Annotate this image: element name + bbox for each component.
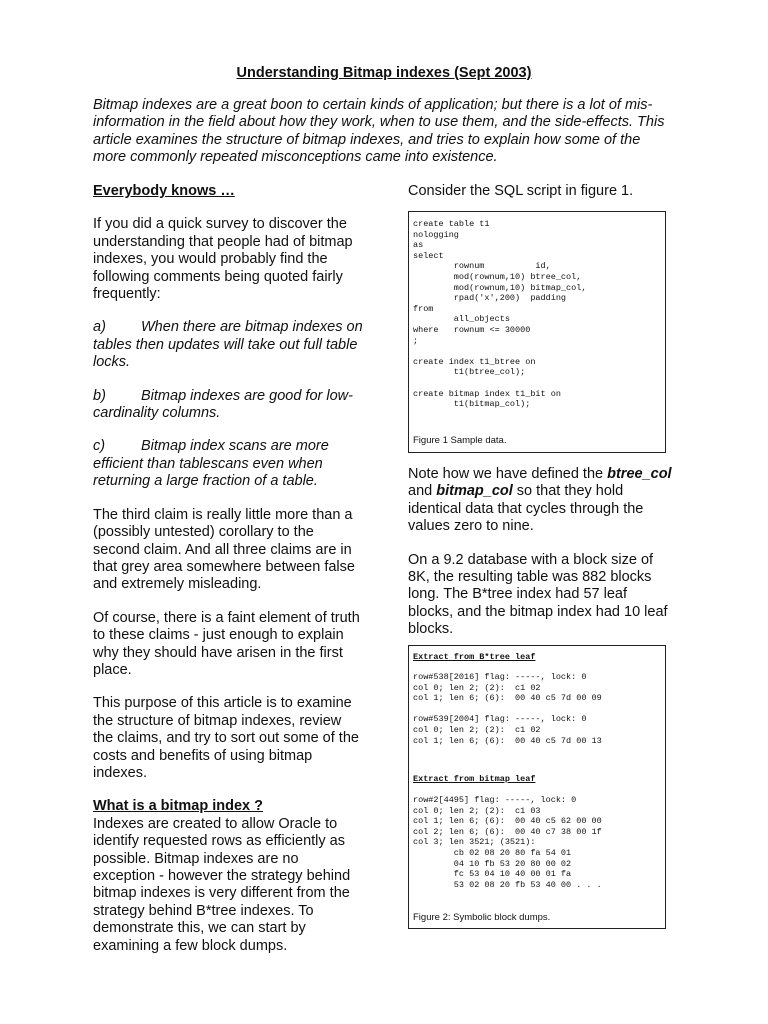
- paragraph: Indexes are created to allow Oracle to identify requested rows as efficiently as possible. Bitmap indexes are no exception - however the strategy behind bitmap indexes is very different from the strategy behind B*tree indexes. To demonstrate this, we can start by examining a few block dumps.: [93, 815, 351, 954]
- figure-2-code-bitmap: row#2[4495] flag: -----, lock: 0 col 0; len 2; (2): c1 03 col 1; len 6; (6): 00 40 c5 62 00 00 col 2; len 6; (6): 00 40 c7 38 00 1f col 3; len 3521; (3521): cb 02 08 20 80 fa 54 01 04 10 fb 53 20 80 00 02 fc 53 04 10 40 00 01 fa 53 02 08 20 fb 53 40 00 . . .: [413, 795, 602, 890]
- paragraph: [408, 466, 676, 536]
- code-term: bitmap_col: [436, 483, 513, 500]
- claim-text: Bitmap index scans are more efficient than tablescans even when returning a large fraction of a table.: [93, 438, 329, 490]
- claim-label: b): [93, 387, 106, 404]
- claim-text: When there are bitmap indexes on tables then updates will take out full table locks.: [93, 319, 363, 371]
- right-column-lower: [408, 466, 676, 639]
- paragraph: The third claim is really little more than a (possibly untested) corollary to the second claim. And all three claims are in that grey area somewhere between false and extremely misleading.: [93, 506, 355, 593]
- claim-text: Bitmap indexes are good for low-cardinality columns.: [93, 387, 353, 422]
- right-column: [408, 183, 678, 200]
- claim-b: [93, 388, 363, 423]
- article-title: Understanding Bitmap indexes (Sept 2003): [236, 65, 532, 81]
- claim-c: [93, 438, 363, 490]
- section-heading-everybody-knows: Everybody knows …: [93, 183, 235, 199]
- paragraph: This purpose of this article is to examine the structure of bitmap indexes, review the claims, and try to sort out some of the costs and benefits of using bitmap indexes.: [93, 695, 359, 781]
- left-column: [93, 183, 363, 955]
- text: so that they hold identical data that cycles through the values zero to nine.: [408, 483, 644, 535]
- paragraph: Consider the SQL script in figure 1.: [408, 183, 634, 199]
- paragraph: On a 9.2 database with a block size of 8K, the resulting table was 882 blocks long. The B*tree index had 57 leaf blocks, and the bitmap index had 10 leaf blocks.: [408, 551, 668, 638]
- figure-2-heading-btree: Extract from B*tree leaf: [413, 652, 536, 662]
- claim-label: a): [93, 319, 106, 336]
- figure-2-code-btree: row#538[2016] flag: -----, lock: 0 col 0; len 2; (2): c1 02 col 1; len 6; (6): 00 40 c5 7d 00 09 row#539[2004] flag: -----, lock: 0 col 0; len 2; (2): c1 02 col 1; len 6; (6): 00 40 c5 7d 00 13: [413, 672, 602, 746]
- claim-label: c): [93, 438, 106, 455]
- figure-1-code: create table t1 nologging as select rownum id, mod(rownum,10) btree_col, mod(rownum,10) bitmap_col, rpad('x',200) padding from all_objects where rownum <= 30000 ; create index t1_btree on t1(btree_col); create bitmap index t1_bit on t1(bitmap_col);: [413, 219, 587, 410]
- text: Note how we have defined the: [408, 466, 608, 482]
- intro-paragraph: Bitmap indexes are a great boon to certain kinds of application; but there is a lot of mis-information in the field about how they work, when to use them, and the side-effects. This article examines the structure of bitmap indexes, and tries to explain how some of the more commonly repeated misconceptions came into existence.: [93, 97, 665, 166]
- code-term: btree_col: [607, 466, 672, 482]
- figure-2-heading-bitmap: Extract from bitmap leaf: [413, 774, 536, 784]
- figure-2-box: [408, 645, 666, 929]
- section-heading-what-is-bitmap: What is a bitmap index ?: [93, 798, 263, 815]
- figure-1-box: [408, 211, 666, 453]
- paragraph: Of course, there is a faint element of truth to these claims - just enough to explain why they should have arisen in the first place.: [93, 609, 360, 678]
- paragraph: If you did a quick survey to discover the understanding that people had of bitmap indexes, you would probably find the following comments being quoted fairly frequently:: [93, 216, 353, 303]
- text: and: [408, 483, 437, 500]
- claim-a: [93, 319, 363, 371]
- figure-2-caption: Figure 2: Symbolic block dumps.: [413, 912, 551, 923]
- figure-1-caption: Figure 1 Sample data.: [413, 435, 507, 446]
